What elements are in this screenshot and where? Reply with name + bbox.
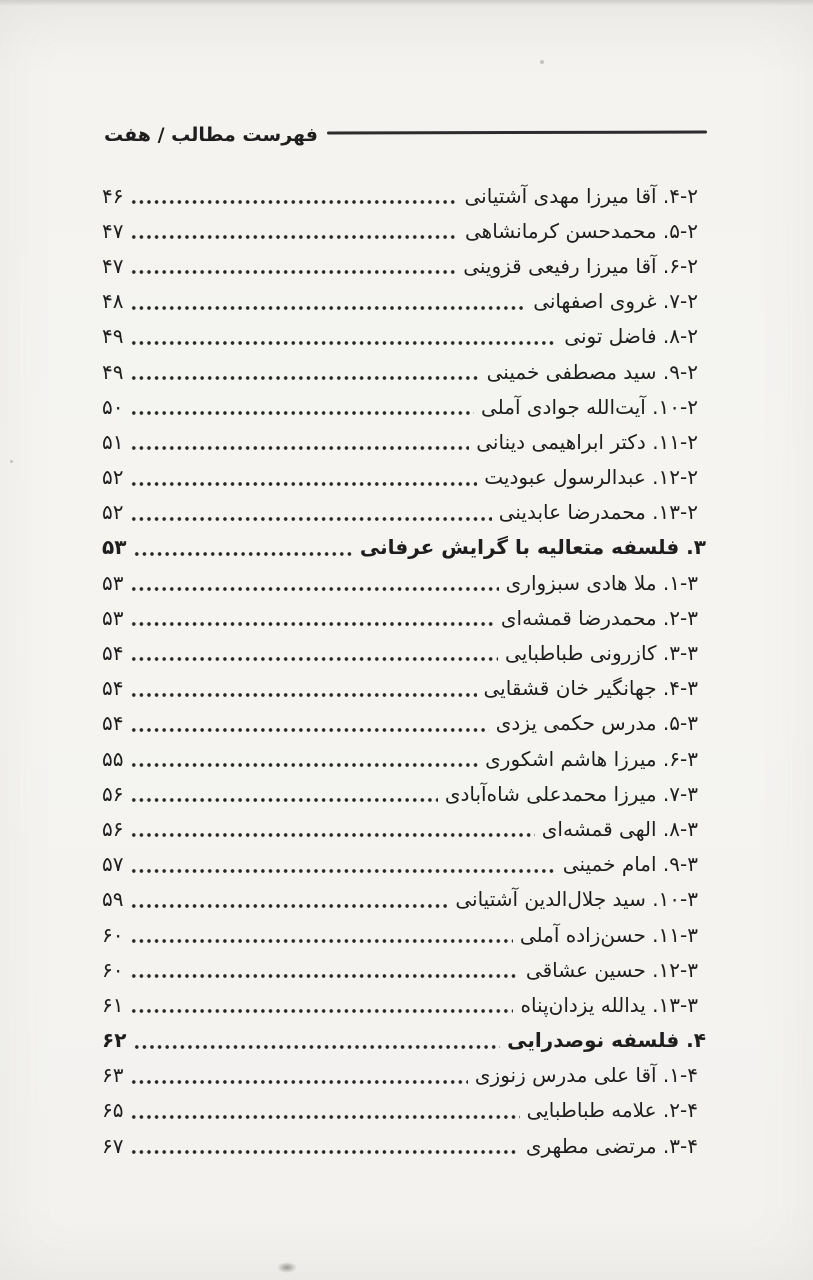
- toc-entry-label: ۳‏-۹. امام خمینی: [562, 852, 698, 877]
- toc-entry-page-number: ۶۷: [102, 1133, 124, 1158]
- toc-entry: [102, 495, 706, 530]
- toc-entry-page-number: ۵۶: [102, 816, 124, 841]
- toc-entry: [102, 530, 706, 565]
- toc-entry: [102, 776, 706, 811]
- toc-entry: [102, 424, 706, 459]
- scan-speck: [540, 60, 544, 64]
- toc-entry-label: ۳‏-۱۲. حسین عشاقی: [525, 957, 698, 982]
- toc-entry-page-number: ۶۵: [102, 1098, 124, 1123]
- dot-leader: [130, 952, 518, 987]
- toc-entry-label: ۳. فلسفه متعالیه با گرایش عرفانی: [359, 535, 706, 560]
- toc-entry-label: ۳‏-۷. میرزا محمدعلی شاه‌آبادی: [444, 781, 698, 806]
- toc-entry: [102, 389, 706, 424]
- dot-leader: [130, 424, 469, 459]
- dot-leader: [130, 882, 448, 917]
- toc-entry-label: ۳‏-۱۰. سید جلال‌الدین آشتیانی: [455, 887, 698, 912]
- toc-entry-label: ۳‏-۳. کازرونی طباطبایی: [505, 641, 698, 666]
- dot-leader: [130, 671, 476, 706]
- dot-leader: [130, 495, 491, 530]
- toc-entry: [102, 319, 706, 354]
- dot-leader: [130, 987, 513, 1022]
- dot-leader: [133, 530, 352, 565]
- toc-entry-label: ۲‏-۴. آقا میرزا مهدی آشتیانی: [464, 183, 698, 208]
- toc-entry-label: ۴‏-۱. آقا علی مدرس زنوزی: [474, 1063, 698, 1088]
- toc-entry: [102, 847, 706, 882]
- dot-leader: [130, 319, 557, 354]
- toc-entry-label: ۳‏-۵. مدرس حکمی یزدی: [495, 711, 698, 736]
- toc-entry-label: ۲‏-۱۳. محمدرضا عابدینی: [498, 500, 698, 525]
- toc-entry-page-number: ۴۷: [102, 218, 124, 243]
- toc-entry-page-number: ۶۲: [102, 1028, 127, 1053]
- scan-smudge: [277, 1262, 297, 1273]
- toc-entry-label: ۲‏-۱۰. آیت‌الله جوادی آملی: [480, 394, 698, 419]
- header-rule: [327, 130, 707, 134]
- toc-entry: [102, 213, 706, 248]
- toc-entry-label: ۲‏-۵. محمدحسن کرمانشاهی: [465, 218, 698, 243]
- toc-entry-page-number: ۶۳: [102, 1063, 124, 1088]
- page-header-title: فهرست مطالب / هفت: [104, 124, 319, 146]
- toc-entry: [102, 811, 706, 846]
- toc-entry-label: ۴‏-۳. مرتضی مطهری: [525, 1133, 698, 1158]
- toc-entry-page-number: ۵۲: [102, 500, 124, 525]
- dot-leader: [130, 284, 526, 319]
- dot-leader: [130, 1058, 467, 1093]
- toc-entry-page-number: ۵۲: [102, 465, 124, 490]
- toc-entry-label: ۲‏-۸. فاضل تونی: [564, 324, 698, 349]
- toc-entry: [102, 882, 706, 917]
- toc-entry: [102, 284, 706, 319]
- toc-entry-page-number: ۵۵: [102, 746, 124, 771]
- dot-leader: [130, 248, 456, 283]
- toc-entry-page-number: ۴۹: [102, 324, 124, 349]
- toc-entry: [102, 460, 706, 495]
- dot-leader: [130, 178, 457, 213]
- table-of-contents: [102, 178, 706, 1163]
- toc-entry-page-number: ۵۳: [102, 535, 127, 560]
- toc-entry-page-number: ۵۷: [102, 852, 124, 877]
- toc-entry-label: ۳‏-۱۳. یدالله یزدان‌پناه: [520, 992, 698, 1017]
- dot-leader: [130, 565, 498, 600]
- toc-entry: [102, 178, 706, 213]
- toc-entry-label: ۳‏-۸. الهی قمشه‌ای: [541, 816, 698, 841]
- toc-entry-page-number: ۶۰: [102, 957, 124, 982]
- toc-entry-page-number: ۵۰: [102, 394, 124, 419]
- toc-entry-page-number: ۵۳: [102, 570, 124, 595]
- toc-entry-label: ۳‏-۱. ملا هادی سبزواری: [505, 570, 698, 595]
- toc-entry-page-number: ۴۸: [102, 289, 124, 314]
- toc-entry: [102, 1093, 706, 1128]
- toc-entry-label: ۲‏-۶. آقا میرزا رفیعی قزوینی: [463, 253, 698, 278]
- dot-leader: [130, 1128, 518, 1163]
- toc-entry-label: ۲‏-۱۱. دکتر ابراهیمی دینانی: [476, 429, 698, 454]
- toc-entry: [102, 706, 706, 741]
- toc-entry-label: ۴‏-۲. علامه طباطبایی: [526, 1098, 698, 1123]
- toc-entry: [102, 741, 706, 776]
- toc-entry: [102, 671, 706, 706]
- toc-entry: [102, 917, 706, 952]
- toc-entry-page-number: ۶۰: [102, 922, 124, 947]
- dot-leader: [130, 776, 437, 811]
- dot-leader: [133, 1023, 500, 1058]
- scan-top-edge: [0, 0, 813, 6]
- toc-entry-page-number: ۶۱: [102, 992, 124, 1017]
- toc-entry-page-number: ۴۶: [102, 183, 124, 208]
- dot-leader: [130, 811, 534, 846]
- toc-entry: [102, 354, 706, 389]
- toc-entry-label: ۲‏-۷. غروی اصفهانی: [533, 289, 698, 314]
- dot-leader: [130, 354, 479, 389]
- toc-entry: [102, 952, 706, 987]
- toc-entry: [102, 565, 706, 600]
- toc-entry-page-number: ۵۹: [102, 887, 124, 912]
- dot-leader: [130, 213, 458, 248]
- toc-entry-label: ۲‏-۹. سید مصطفی خمینی: [486, 359, 698, 384]
- toc-entry: [102, 1128, 706, 1163]
- toc-entry-label: ۲‏-۱۲. عبدالرسول عبودیت: [484, 465, 698, 490]
- dot-leader: [130, 706, 488, 741]
- toc-entry-page-number: ۴۹: [102, 359, 124, 384]
- toc-entry-page-number: ۵۳: [102, 605, 124, 630]
- dot-leader: [130, 847, 555, 882]
- toc-entry-page-number: ۵۴: [102, 676, 124, 701]
- toc-entry: [102, 600, 706, 635]
- toc-entry-label: ۴. فلسفه نوصدرایی: [507, 1028, 706, 1053]
- toc-entry: [102, 1058, 706, 1093]
- dot-leader: [130, 741, 478, 776]
- page-header: [104, 124, 707, 146]
- dot-leader: [130, 635, 498, 670]
- dot-leader: [130, 460, 477, 495]
- toc-entry-page-number: ۵۴: [102, 711, 124, 736]
- toc-entry: [102, 987, 706, 1022]
- toc-entry-page-number: ۵۴: [102, 641, 124, 666]
- toc-entry: [102, 1023, 706, 1058]
- toc-entry-page-number: ۵۱: [102, 429, 124, 454]
- toc-entry: [102, 635, 706, 670]
- toc-entry-page-number: ۴۷: [102, 253, 124, 278]
- toc-entry: [102, 248, 706, 283]
- toc-entry-label: ۳‏-۲. محمدرضا قمشه‌ای: [500, 605, 698, 630]
- dot-leader: [130, 389, 474, 424]
- dot-leader: [130, 1093, 519, 1128]
- scan-speck: [10, 460, 13, 463]
- toc-entry-label: ۳‏-۶. میرزا هاشم اشکوری: [485, 746, 698, 771]
- toc-entry-label: ۳‏-۱۱. حسن‌زاده آملی: [519, 922, 698, 947]
- toc-entry-page-number: ۵۶: [102, 781, 124, 806]
- dot-leader: [130, 600, 493, 635]
- toc-entry-label: ۳‏-۴. جهانگیر خان قشقایی: [483, 676, 698, 701]
- dot-leader: [130, 917, 512, 952]
